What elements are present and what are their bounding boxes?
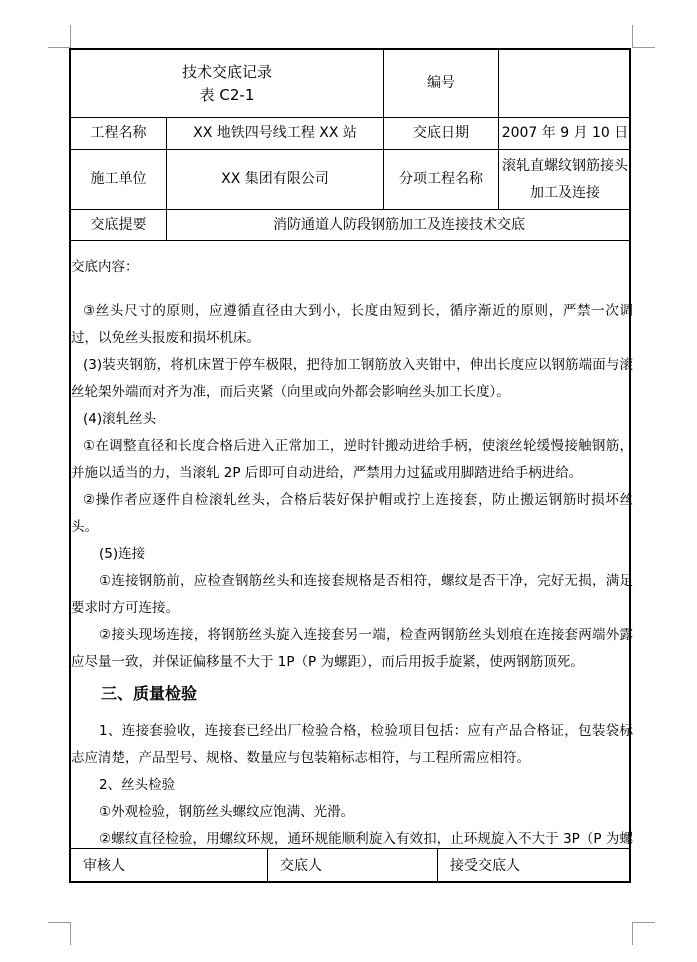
row-divider [71,240,629,241]
section-heading: 三、质量检验 [101,684,198,703]
contractor-label: 施工单位 [90,171,147,187]
content-paragraph: ①在调整直径和长度合格后进入正常加工，逆时针搬动进给手柄，使滚丝轮缓慢接触钢筋，并施以适当的力，当滚轧 2P 后即可自动进给，严禁用力过猛或用脚踏进给手柄进给。 [71,438,633,481]
date-value: 2007 年 9 月 10 日 [501,125,629,141]
reviewer-label: 审核人 [83,857,125,874]
content-paragraph: ②接头现场连接，将钢筋丝头旋入连接套另一端，检查两钢筋丝头划痕在连接套两端外露应尽量一致，并保证偏移量不大于 1P（P 为螺距），而后用扳手旋紧，使两钢筋顶死。 [71,627,633,670]
quality-paragraph: 2、丝头检验 [99,777,176,793]
reviewer-value [171,849,267,883]
receiver-label: 接受交底人 [450,857,520,874]
content-paragraph: ③丝头尺寸的原则，应遵循直径由大到小，长度由短到长，循序渐近的原则，严禁一次调过，以免丝头报废和损坏机床。 [71,303,633,346]
content-paragraph: ②操作者应逐件自检滚轧丝头，合格后装好保护帽或拧上连接套，防止搬运钢筋时损坏丝头。 [71,492,633,535]
presenter-label: 交底人 [280,857,322,874]
quality-paragraph: ②螺纹直径检验，用螺纹环规，通环规能顺利旋入有效扣，止环规旋入不大于 3P（P 为螺 [99,831,633,847]
summary-value: 消防通道人防段钢筋加工及连接技术交底 [273,216,525,233]
crop-mark-top-left [48,25,71,48]
summary-label: 交底提要 [90,216,147,233]
project-name-value: XX 地铁四号线工程 XX 站 [193,125,357,141]
project-name-label: 工程名称 [90,125,147,141]
form-title-line1: 技术交底记录 [181,62,272,81]
receiver-value [538,849,631,883]
crop-mark-top-right [632,25,655,48]
quality-paragraph: 1、连接套验收，连接套已经出厂检验合格，检验项目包括：应有产品合格证，包装袋标志应清楚，产品型号、规格、数量应与包装箱标志相符，与工程所需应相符。 [71,723,633,766]
crop-mark-bottom-left [48,922,71,945]
number-label: 编号 [427,75,455,91]
form-title-line2: 表 C2-1 [199,85,255,104]
crop-mark-bottom-right [632,922,655,945]
disclosure-content [71,242,633,848]
content-paragraph: (5)连接 [99,546,146,562]
content-paragraph: (3)装夹钢筋，将机床置于停车极限，把待加工钢筋放入夹钳中，伸出长度应以钢筋端面与滚丝轮架外端而对齐为准，而后夹紧（向里或向外都会影响丝头加工长度）。 [71,357,633,400]
quality-paragraph: ①外观检验，钢筋丝头螺纹应饱满、光滑。 [99,804,355,820]
number-value [499,50,631,117]
disclosure-form [69,48,631,883]
sub-project-label: 分项工程名称 [399,171,483,187]
content-paragraph: (4)滚轧丝头 [83,411,157,427]
presenter-value [358,849,437,883]
content-paragraph: ①连接钢筋前，应检查钢筋丝头和连接套规格是否相符，螺纹是否干净，完好无损，满足要求时方可连接。 [71,573,633,616]
sub-project-value: 滚轧直螺纹钢筋接头加工及连接 [502,157,628,201]
content-label: 交底内容： [71,259,139,275]
form-title [71,50,383,117]
contractor-value: XX 集团有限公司 [221,171,329,187]
date-label: 交底日期 [413,125,469,141]
